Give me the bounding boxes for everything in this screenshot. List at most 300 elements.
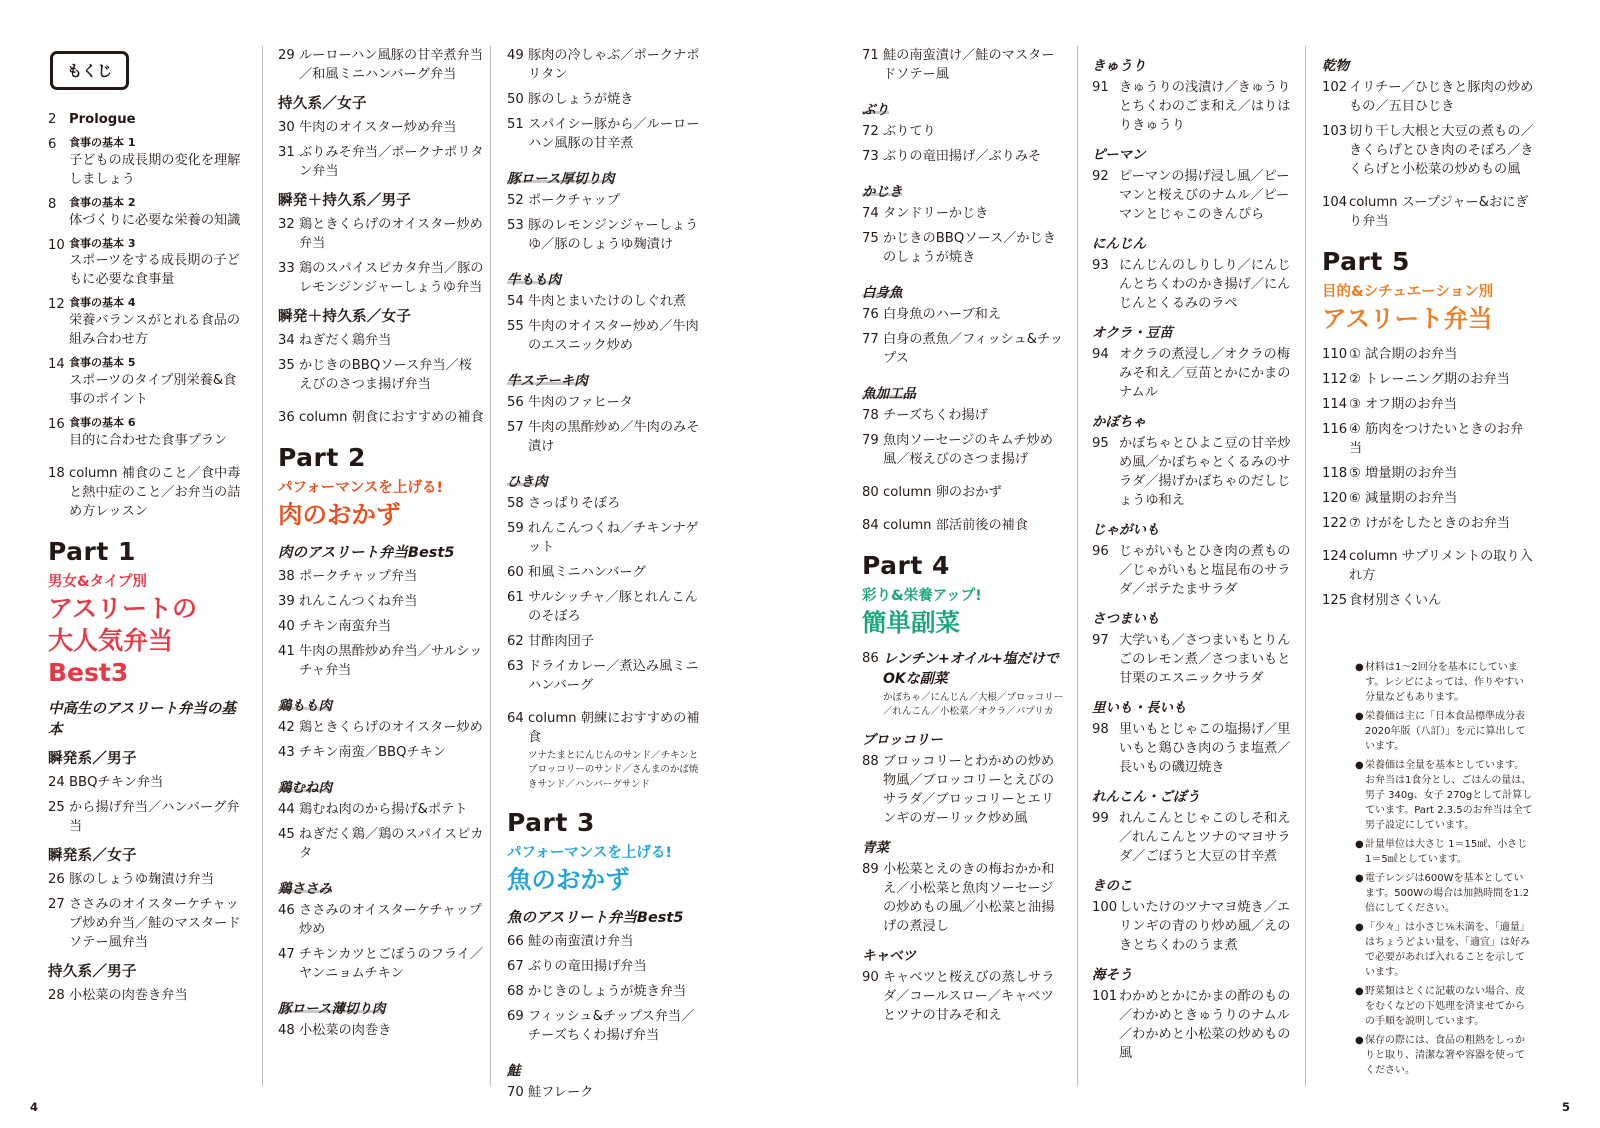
page-ref: 75 (862, 231, 879, 246)
entry-title: column 卵のおかず (883, 485, 1002, 500)
toc-list (48, 773, 248, 836)
part-title: 魚のおかず (507, 864, 630, 894)
toc-entry (278, 901, 484, 939)
toc-entry (862, 860, 1066, 936)
entry-title: 豚のレモンジンジャーしょうゆ／豚のしょうゆ麹漬け (528, 218, 699, 252)
toc-entry (48, 355, 248, 409)
toc-entry (507, 1083, 707, 1102)
toc-list (278, 800, 484, 863)
entry-title: しいたけのツナマヨ焼き／エリンギの青のり炒め風／えのきとちくわのうま煮 (1119, 900, 1291, 953)
toc-entry (862, 649, 1066, 689)
page-ref: 56 (507, 395, 524, 410)
page-ref: 57 (507, 420, 524, 435)
toc-entry (507, 216, 707, 254)
part-catch: 彩り&栄養アップ! (862, 588, 982, 604)
entry-label: 食事の基本 3 (69, 236, 136, 250)
category-heading: キャベツ (862, 947, 916, 964)
toc-entry (278, 592, 484, 611)
entry-title: サルシッチャ／豚とれんこんのそぼろ (528, 590, 698, 624)
category-heading: 豚ロース厚切り肉 (507, 171, 615, 187)
category-heading: 海そう (1092, 967, 1133, 983)
entry-title: 大学いも／さつまいもとりんごのレモン煮／さつまいもと甘栗のエスニックサラダ (1119, 633, 1291, 686)
page-ref: 43 (278, 744, 295, 760)
page-ref: 46 (278, 902, 295, 918)
page-ref: 71 (862, 48, 879, 63)
category-heading: れんこん・ごぼう (1092, 789, 1200, 805)
toc-entry (278, 718, 484, 737)
toc-entry (507, 393, 707, 412)
entry-title: レンチン+オイル+塩だけでOKな副菜 (883, 650, 1059, 687)
entry-title: から揚げ弁当／ハンバーグ弁当 (69, 799, 240, 834)
page-ref: 84 (862, 518, 879, 533)
entry-title: 切り干し大根と大豆の煮もの／きくらげとひき肉のそぼろ／きくらげと小松菜の炒めもの風 (1349, 124, 1534, 177)
entry-title: ⑥ 減量期のお弁当 (1349, 490, 1458, 506)
page-ref: 120 (1322, 490, 1348, 506)
page-ref: 69 (507, 1008, 524, 1024)
part-title (48, 593, 248, 689)
part-subheading: 肉のアスリート弁当Best5 (278, 544, 455, 561)
toc-entry (862, 147, 1066, 166)
toc-entry (507, 191, 707, 210)
page-ref: 30 (278, 120, 295, 135)
page-ref: 40 (278, 618, 295, 634)
toc-entry (507, 957, 707, 976)
toc-entry (1322, 395, 1534, 414)
page-ref: 29 (278, 48, 295, 63)
column-divider (1305, 46, 1306, 1086)
entry-title: ささみのオイスターケチャップ炒め (299, 902, 482, 937)
toc-entry (278, 825, 484, 863)
note-item (1355, 709, 1533, 754)
entry-title: れんこんつくね弁当 (299, 593, 418, 609)
toc-entry (278, 567, 484, 586)
mokuji-heading: もくじ (50, 51, 129, 90)
part-label: Part 4 (862, 551, 950, 580)
toc-entry (278, 743, 484, 762)
toc-entry (1092, 631, 1296, 688)
part-catch: パフォーマンスを上げる! (507, 844, 672, 861)
toc-entry (1322, 122, 1534, 179)
part-subheading: 中高生のアスリート弁当の基本 (48, 700, 236, 738)
page-ref: 14 (48, 357, 65, 373)
toc-list (1092, 631, 1296, 688)
entry-title: タンドリーかじき (883, 206, 989, 221)
part-title: 肉のおかず (278, 500, 401, 529)
toc-list (1092, 987, 1296, 1063)
toc-entry (1092, 898, 1296, 955)
entry-title: ポークチャップ (528, 193, 620, 208)
toc-entry (48, 135, 248, 189)
page-ref: 58 (507, 496, 524, 511)
toc-entry (862, 204, 1066, 223)
toc-entry (48, 773, 248, 792)
page-ref: 44 (278, 801, 295, 817)
entry-title: さっぱりそぼろ (528, 496, 621, 511)
category-heading: にんじん (1092, 236, 1146, 252)
entry-title: れんこんつくね／チキンナゲット (528, 521, 699, 555)
entry-title: ⑤ 増量期のお弁当 (1349, 465, 1458, 481)
part-catch: 目的&シチュエーション別 (1322, 284, 1494, 300)
toc-entry (507, 1007, 707, 1045)
toc-list (278, 215, 484, 297)
page-ref: 104 (1322, 195, 1348, 210)
part-title: アスリート弁当 (1322, 304, 1493, 333)
toc-entry (48, 110, 248, 129)
category-heading: 魚加工品 (862, 386, 916, 402)
note-text: 栄養価は主に「日本食品標準成分表2020年版（八訂）」を元に算出しています。 (1365, 711, 1526, 752)
page-ref: 34 (278, 333, 295, 348)
toc-entry (48, 195, 248, 230)
column-divider (262, 46, 263, 1086)
entry-title: 白身魚のハーブ和え (883, 307, 1002, 322)
category-heading: かぼちゃ (1092, 414, 1146, 430)
toc-list (862, 860, 1066, 936)
entry-title: ドライカレー／煮込み風ミニハンバーグ (528, 659, 699, 693)
toc-column-5 (1092, 46, 1296, 1069)
page-ref: 99 (1092, 811, 1109, 826)
column-entry (862, 483, 1066, 502)
toc-entry (1092, 345, 1296, 402)
category-heading: 鮭 (507, 1062, 521, 1079)
entry-title: column 部活前後の補食 (883, 518, 1029, 533)
entry-title: 食事の基本 5 スポーツのタイプ別栄養&食事のポイント (69, 355, 248, 409)
toc-list (507, 292, 707, 355)
page-ref: 38 (278, 568, 295, 584)
toc-column-2 (278, 46, 484, 1046)
page-ref: 62 (507, 634, 524, 649)
category-heading: きゅうり (1092, 58, 1146, 74)
toc-list (862, 122, 1066, 166)
toc-entry (507, 657, 707, 695)
entry-title: チキン南蛮／BBQチキン (299, 744, 446, 760)
toc-list (278, 331, 484, 394)
toc-column-1 (48, 46, 248, 1011)
page-ref: 52 (507, 193, 524, 208)
page-ref: 54 (507, 294, 524, 309)
entry-subtext: かぼちゃ／にんじん／大根／ブロッコリー／れんこん／小松菜／オクラ／パプリカ (883, 692, 1064, 718)
notes-block (1355, 660, 1533, 1082)
entry-title: 牛肉のオイスター炒め弁当 (299, 120, 457, 135)
toc-list (48, 986, 248, 1005)
category-heading: 鶏もも肉 (278, 697, 332, 714)
part-title-line: 大人気弁当 (48, 625, 174, 655)
category-heading: 牛ステーキ肉 (507, 373, 588, 389)
entry-title: 牛肉の黒酢炒め弁当／サルシッチャ弁当 (299, 643, 483, 678)
entry-title: column 朝練におすすめの補食 (528, 711, 700, 745)
part-label: Part 5 (1322, 247, 1410, 276)
toc-entry (278, 617, 484, 636)
entry-title: チキン南蛮弁当 (299, 618, 392, 634)
toc-column-3 (507, 46, 707, 1108)
toc-entry (278, 331, 484, 350)
category-heading: オクラ・豆苗 (1092, 325, 1173, 341)
page-ref: 102 (1322, 80, 1348, 95)
page-ref: 45 (278, 826, 295, 842)
page-ref: 124 (1322, 548, 1348, 564)
entry-title: Prologue (69, 112, 136, 127)
page-ref: 53 (507, 218, 524, 233)
toc-entry (1092, 78, 1296, 135)
section-heading: 瞬発系／女子 (48, 847, 137, 864)
part-subheading: 魚のアスリート弁当Best5 (507, 909, 684, 926)
entry-title: 豚のしょうが焼き (528, 92, 634, 107)
page-ref: 18 (48, 465, 65, 481)
entry-title: 鮭の南蛮漬け弁当 (528, 933, 634, 949)
toc-list (862, 204, 1066, 267)
page-ref: 125 (1322, 592, 1348, 608)
entry-title: column スープジャー&おにぎり弁当 (1349, 195, 1529, 229)
toc-list (48, 110, 248, 521)
page-ref: 92 (1092, 169, 1109, 184)
toc-entry (48, 236, 248, 290)
entry-title: 牛肉のオイスター炒め／牛肉のエスニック炒め (528, 319, 699, 353)
toc-entry (862, 431, 1066, 469)
entry-title: ぶりの竜田揚げ／ぶりみそ (883, 149, 1042, 164)
category-heading: ブロッコリー (862, 731, 943, 748)
page-ref: 64 (507, 711, 524, 726)
column-entry (278, 408, 484, 427)
entry-title: 牛肉とまいたけのしぐれ煮 (528, 294, 687, 309)
entry-label: 食事の基本 4 (69, 296, 136, 310)
entry-title: ブロッコリーとわかめの炒め物風／ブロッコリーとえびのサラダ／ブロッコリーとエリンギのガーリック炒め風 (883, 753, 1055, 826)
column-divider (1077, 46, 1078, 1086)
page-ref: 60 (507, 565, 524, 580)
toc-entry (278, 143, 484, 181)
toc-entry (1092, 987, 1296, 1063)
entry-title: チーズちくわ揚げ (883, 408, 988, 423)
note-text: 材料は1～2回分を基本にしています。レシピによっては、作りやすい分量などもあります。 (1365, 662, 1524, 703)
entry-title: ねぎだく鶏／鶏のスパイスピカタ (299, 826, 484, 861)
toc-entry (1092, 720, 1296, 777)
toc-entry (862, 46, 1066, 84)
toc-entry (1322, 370, 1534, 389)
category-heading: 牛もも肉 (507, 272, 561, 288)
toc-entry (862, 122, 1066, 141)
page-ref: 61 (507, 590, 524, 605)
page-ref: 110 (1322, 346, 1348, 362)
toc-entry (862, 968, 1066, 1025)
toc-entry (48, 415, 248, 450)
toc-entry (507, 292, 707, 311)
entry-title: ささみのオイスターケチャップ炒め弁当／鮭のマスタードソテー風弁当 (69, 896, 241, 950)
entry-title: ぶりの竜田揚げ弁当 (528, 958, 647, 974)
entry-label: 食事の基本 5 (69, 356, 136, 370)
toc-entry (278, 1021, 484, 1040)
page-ref: 74 (862, 206, 879, 221)
entry-title: 小松菜とえのきの梅おかか和え／小松菜と魚肉ソーセージの炒めもの風／小松菜と油揚げの煮浸し (883, 861, 1055, 934)
page-ref: 96 (1092, 544, 1109, 559)
page-ref: 51 (507, 117, 524, 132)
entry-title: 食事の基本 4 栄養バランスがとれる食品の組み合わせ方 (69, 295, 248, 349)
category-heading: 青菜 (862, 839, 889, 856)
entry-title: ④ 筋肉をつけたいときのお弁当 (1349, 421, 1524, 456)
toc-entry (1092, 167, 1296, 224)
column-divider (490, 46, 491, 1086)
category-heading: 白身魚 (862, 285, 903, 301)
toc-list (1092, 78, 1296, 135)
entry-title: きゅうりの浅漬け／きゅうりとちくわのごま和え／はりはりきゅうり (1119, 80, 1291, 133)
entry-title: 牛肉のファヒータ (528, 395, 633, 410)
toc-list (1092, 898, 1296, 955)
page-ref: 118 (1322, 465, 1348, 481)
toc-entry (507, 115, 707, 153)
page-ref: 55 (507, 319, 524, 334)
note-item (1355, 871, 1533, 916)
column-subtext: ツナたまとにんじんのサンド／チキンとブロッコリーのサンド／さんまのかば焼きサンド／ハンバーグサンド (528, 750, 699, 790)
entry-title: ② トレーニング期のお弁当 (1349, 371, 1510, 387)
column-entry (48, 464, 248, 521)
page-ref: 26 (48, 871, 65, 887)
note-item (1355, 660, 1533, 705)
entry-title: column 補食のこと／食中毒と熱中症のこと／お弁当の詰め方レッスン (69, 465, 241, 519)
page-ref: 25 (48, 799, 65, 815)
entry-title: かじきのしょうが焼き弁当 (528, 983, 687, 999)
category-heading: ひき肉 (507, 474, 548, 490)
page-ref: 59 (507, 521, 524, 536)
entry-title: 甘酢肉団子 (528, 634, 594, 649)
entry-title: 鶏ときくらげのオイスター炒め弁当 (299, 217, 483, 251)
page-ref: 95 (1092, 436, 1109, 451)
page-ref: 79 (862, 433, 879, 448)
toc-list (278, 1021, 484, 1040)
entry-title: 里いもとじゃこの塩揚げ／里いもと鶏ひき肉のうま塩煮／長いもの磯辺焼き (1119, 722, 1291, 775)
toc-entry (507, 588, 707, 626)
column-entry (278, 408, 484, 427)
bullet-icon: ● (1355, 839, 1364, 850)
part-catch: 男女&タイプ別 (48, 573, 147, 590)
toc-entry (507, 494, 707, 513)
toc-list (1092, 434, 1296, 510)
page-ref: 116 (1322, 421, 1348, 437)
toc-entry (48, 798, 248, 836)
bullet-icon: ● (1355, 986, 1364, 997)
entry-title: 牛肉の黒酢炒め／牛肉のみそ漬け (528, 420, 700, 454)
entry-title: オクラの煮浸し／オクラの梅みそ和え／豆苗とかにかまのナムル (1119, 347, 1291, 400)
toc-entry (507, 519, 707, 557)
toc-entry (507, 563, 707, 582)
page-ref: 42 (278, 719, 295, 735)
category-heading: じゃがいも (1092, 522, 1160, 538)
toc-entry (862, 649, 1066, 689)
page-ref: 72 (862, 124, 879, 139)
page-ref: 114 (1322, 396, 1348, 412)
entry-title: 食事の基本 3 スポーツをする成長期の子どもに必要な食事量 (69, 236, 248, 290)
page-ref: 39 (278, 593, 295, 609)
category-heading: 豚ロース薄切り肉 (278, 1000, 386, 1017)
note-text: 「少々」は小さじ⅙未満を、「適量」はちょうどよい量を、「適宜」は好みで必要があれば入れることを示しています。 (1365, 922, 1530, 978)
column-entry (1322, 547, 1534, 585)
toc-entry (1322, 464, 1534, 483)
column-entry (862, 483, 1066, 502)
entry-title: かじきのBBQソース弁当／桜えびのさつま揚げ弁当 (299, 358, 472, 392)
page-ref: 49 (507, 48, 524, 63)
part-label: Part 2 (278, 443, 366, 472)
section-heading: 瞬発＋持久系／女子 (278, 309, 412, 325)
toc-entry (507, 46, 707, 84)
toc-list (507, 191, 707, 254)
toc-entry (278, 46, 484, 84)
category-heading: 里いも・長いも (1092, 700, 1187, 716)
page-ref: 12 (48, 297, 65, 313)
page-ref: 27 (48, 896, 65, 912)
note-item (1355, 758, 1533, 833)
toc-entry (48, 870, 248, 889)
entry-title: column サプリメントの取り入れ方 (1349, 548, 1533, 583)
entry-title: 小松菜の肉巻き弁当 (69, 987, 188, 1003)
note-text: 電子レンジは600Wを基本としています。500Wの場合は加熱時間を1.2倍にしてください。 (1365, 873, 1530, 914)
part-catch: パフォーマンスを上げる! (278, 480, 443, 496)
entry-title: 豚肉の冷しゃぶ／ポークナポリタン (528, 48, 700, 82)
page-ref: 100 (1092, 900, 1118, 915)
note-text: 保存の際には、食品の粗熱をしっかりと取り、清潔な箸や容器を使ってください。 (1365, 1035, 1525, 1076)
note-text: 野菜類はとくに記載のない場合、皮をむくなどの下処理を済ませてからの手順を説明しています。 (1365, 986, 1525, 1027)
page-ref: 6 (48, 137, 57, 152)
entry-title: わかめとかにかまの酢のもの／わかめときゅうりのナムル／わかめと小松菜の炒めもの風 (1119, 989, 1291, 1061)
entry-title: 食事の基本 6 目的に合わせた食事プラン (69, 415, 248, 450)
toc-entry (1322, 489, 1534, 508)
part-title: 簡単副菜 (862, 608, 960, 637)
page-number-left: 4 (30, 1100, 39, 1114)
toc-entry (507, 982, 707, 1001)
note-item (1355, 920, 1533, 980)
toc-list (48, 870, 248, 952)
category-heading: さつまいも (1092, 611, 1160, 627)
bullet-icon: ● (1355, 760, 1364, 771)
note-item (1355, 1033, 1533, 1078)
entry-title: 食事の基本 2 体づくりに必要な栄養の知識 (69, 195, 248, 230)
toc-entry (507, 632, 707, 651)
page-ref: 16 (48, 417, 65, 433)
toc-entry (862, 305, 1066, 324)
entry-title: 鮭の南蛮漬け／鮭のマスタードソテー風 (883, 48, 1055, 82)
column-entry (1322, 193, 1534, 231)
page-ref: 24 (48, 774, 65, 790)
page-ref: 31 (278, 145, 295, 160)
entry-title: スパイシー豚から／ルーローハン風豚の甘辛煮 (528, 117, 700, 151)
column-entry (862, 516, 1066, 535)
entry-title: ぶりてり (883, 124, 936, 139)
page-ref: 70 (507, 1084, 524, 1100)
section-heading: 瞬発＋持久系／男子 (278, 193, 412, 209)
entry-title: 鶏むね肉のから揚げ&ポテト (299, 801, 468, 817)
category-heading: かじき (862, 184, 903, 200)
toc-entry (1322, 420, 1534, 458)
toc-entry (278, 259, 484, 297)
entry-title: れんこんとじゃこのしそ和え／れんこんとツナのマヨサラダ／ごぼうと大豆の甘辛煮 (1119, 811, 1291, 864)
toc-entry (862, 752, 1066, 828)
page-ref: 47 (278, 946, 295, 962)
toc-entry (862, 406, 1066, 425)
entry-label: 食事の基本 2 (69, 195, 136, 209)
toc-list (278, 901, 484, 983)
page-ref: 94 (1092, 347, 1109, 362)
entry-title: かじきのBBQソース／かじきのしょうが焼き (883, 231, 1056, 265)
part-label: Part 1 (48, 536, 136, 566)
category-heading: ピーマン (1092, 147, 1146, 163)
bullet-icon: ● (1355, 662, 1364, 673)
toc-entry (278, 945, 484, 983)
entry-title: 鶏ときくらげのオイスター炒め (299, 719, 483, 735)
page-ref: 66 (507, 933, 524, 949)
toc-entry (507, 90, 707, 109)
entry-title: ポークチャップ弁当 (299, 568, 418, 584)
page-ref: 8 (48, 196, 57, 212)
toc-entry (1322, 514, 1534, 533)
entry-title: 豚のしょうゆ麹漬け弁当 (69, 871, 215, 887)
section-heading: 瞬発系／男子 (48, 750, 137, 767)
toc-list (1092, 809, 1296, 866)
entry-title: ルーローハン風豚の甘辛煮弁当／和風ミニハンバーグ弁当 (299, 48, 483, 82)
